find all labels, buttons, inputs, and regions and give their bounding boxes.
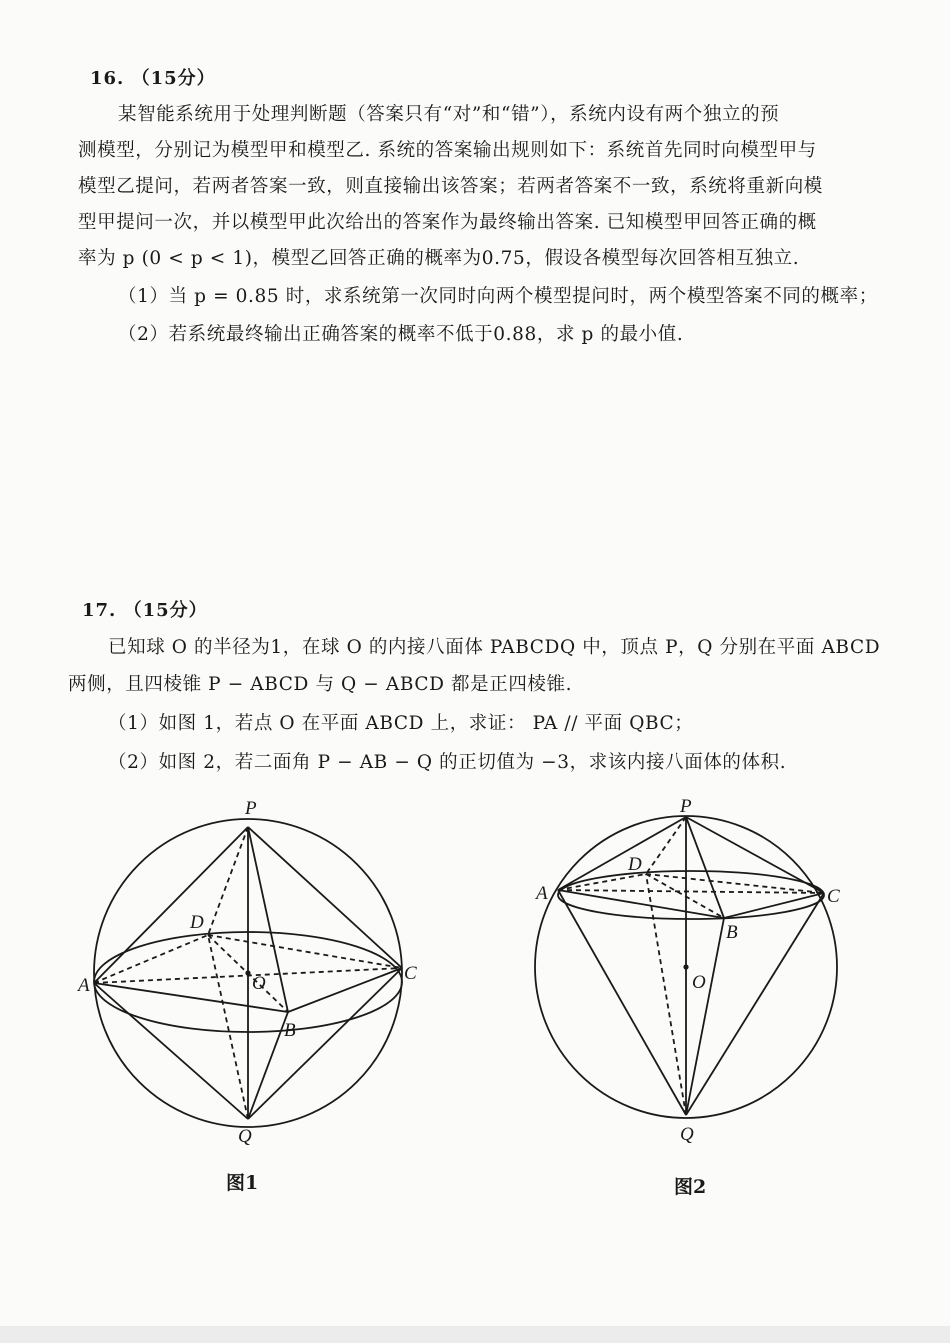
q17-text-line-2: 两侧，且四棱锥 P − ABCD 与 Q − ABCD 都是正四棱锥. [68, 674, 573, 695]
figure-1-diagram [60, 790, 460, 1150]
q16-part-2: （2）若系统最终输出正确答案的概率不低于0.88，求 p 的最小值. [118, 324, 684, 345]
fig1-label-C: C [404, 963, 417, 984]
fig2-label-O: O [692, 972, 706, 993]
figure-2-hidden-edges [558, 817, 824, 1115]
q16-text-line-4: 型甲提问一次，并以模型甲此次给出的答案作为最终输出答案. 已知模型甲回答正确的概 [78, 212, 817, 233]
fig1-label-Q: Q [238, 1126, 252, 1147]
figure-2-edges [558, 817, 824, 1115]
question-16-score: （15分） [131, 68, 216, 89]
figure-2-caption: 图2 [674, 1176, 707, 1198]
q17-text-line-1: 已知球 O 的半径为1，在球 O 的内接八面体 PABCDQ 中，顶点 P，Q 分别在平面 ABCD [108, 637, 881, 658]
q17-part-2: （2）如图 2，若二面角 P − AB − Q 的正切值为 −3，求该内接八面体的体积. [108, 752, 787, 773]
scan-bottom-edge [0, 1326, 950, 1343]
q16-text-line-1: 某智能系统用于处理判断题（答案只有“对”和“错”），系统内设有两个独立的预 [118, 104, 780, 125]
figure-2-center-point [683, 964, 688, 969]
fig1-label-P: P [245, 798, 257, 819]
fig1-label-A: A [78, 975, 90, 996]
q16-text-line-3: 模型乙提问，若两者答案一致，则直接输出该答案；若两者答案不一致，系统将重新向模 [78, 176, 823, 197]
q16-text-line-5: 率为 p (0 < p < 1)，模型乙回答正确的概率为0.75，假设各模型每次回答相互独立. [78, 248, 800, 269]
fig1-label-D: D [190, 912, 204, 933]
q16-part-1: （1）当 p = 0.85 时，求系统第一次同时向两个模型提问时，两个模型答案不同的概率； [118, 286, 878, 307]
question-16-header [90, 64, 216, 90]
fig2-label-Q: Q [680, 1124, 694, 1145]
fig2-label-A: A [536, 883, 548, 904]
fig2-label-C: C [827, 886, 840, 907]
q17-part-1: （1）如图 1，若点 O 在平面 ABCD 上，求证： PA // 平面 QBC； [108, 713, 694, 734]
fig2-label-D: D [628, 854, 642, 875]
fig1-label-B: B [284, 1020, 296, 1041]
fig1-label-O: O [252, 973, 266, 994]
question-16-number: 16. [90, 68, 125, 89]
fig2-label-P: P [680, 796, 692, 817]
figure-1-caption: 图1 [226, 1172, 259, 1194]
fig2-label-B: B [726, 922, 738, 943]
figure-1-center-point [245, 970, 250, 975]
q16-text-line-2: 测模型，分别记为模型甲和模型乙. 系统的答案输出规则如下：系统首先同时向模型甲与 [78, 140, 817, 161]
question-17-score: （15分） [123, 600, 208, 621]
figure-2-diagram [520, 790, 880, 1150]
question-17-header [82, 596, 208, 622]
question-17-number: 17. [82, 600, 117, 621]
